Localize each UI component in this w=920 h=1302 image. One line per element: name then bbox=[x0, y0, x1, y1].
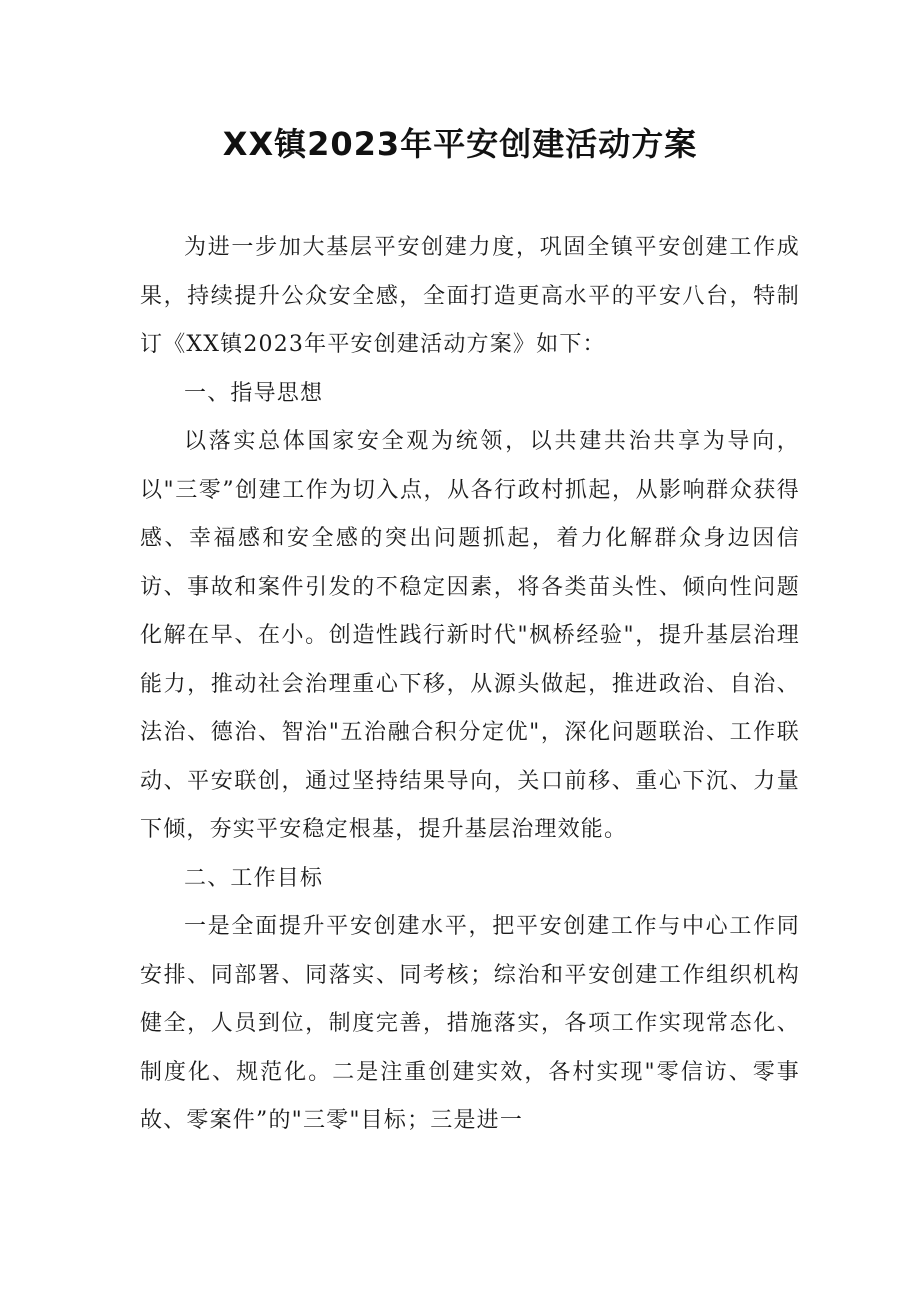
section-heading-guiding-ideology: 一、指导思想 bbox=[184, 380, 324, 406]
guiding-ideology-paragraph: 以落实总体国家安全观为统领，以共建共治共享为导向，以"三零”创建工作为切入点，从各行政村抓起，从影响群众获得感、幸福感和安全感的突出问题抓起，着力化解群众身边因信访、事故和案件引发的不稳定因素，将各类苗头性、倾向性问题化解在早、在小。创造性践行新时代"枫桥经验"，提升基层治理能力，推动社会治理重心下移，从源头做起，推进政治、自治、法治、德治、智治"五治融合积分定优"，深化问题联治、工作联动、平安联创，通过坚持结果导向，关口前移、重心下沉、力量下倾，夯实平安稳定根基，提升基层治理效能。 bbox=[140, 429, 800, 842]
work-goals-paragraph: 一是全面提升平安创建水平，把平安创建工作与中心工作同安排、同部署、同落实、同考核；综治和平安创建工作组织机构健全，人员到位，制度完善，措施落实，各项工作实现常态化、制度化、规范化。二是注重创建实效，各村实现"零信访、零事故、零案件”的"三零"目标；三是进一 bbox=[140, 914, 800, 1133]
document-title: XX镇2023年平安创建活动方案 bbox=[222, 125, 698, 163]
document-body bbox=[140, 224, 800, 1146]
section-heading-work-goals: 二、工作目标 bbox=[184, 865, 324, 891]
intro-paragraph: 为进一步加大基层平安创建力度，巩固全镇平安创建工作成果，持续提升公众安全感，全面打造更高水平的平安八台，特制订《XX镇2023年平安创建活动方案》如下： bbox=[140, 235, 800, 357]
